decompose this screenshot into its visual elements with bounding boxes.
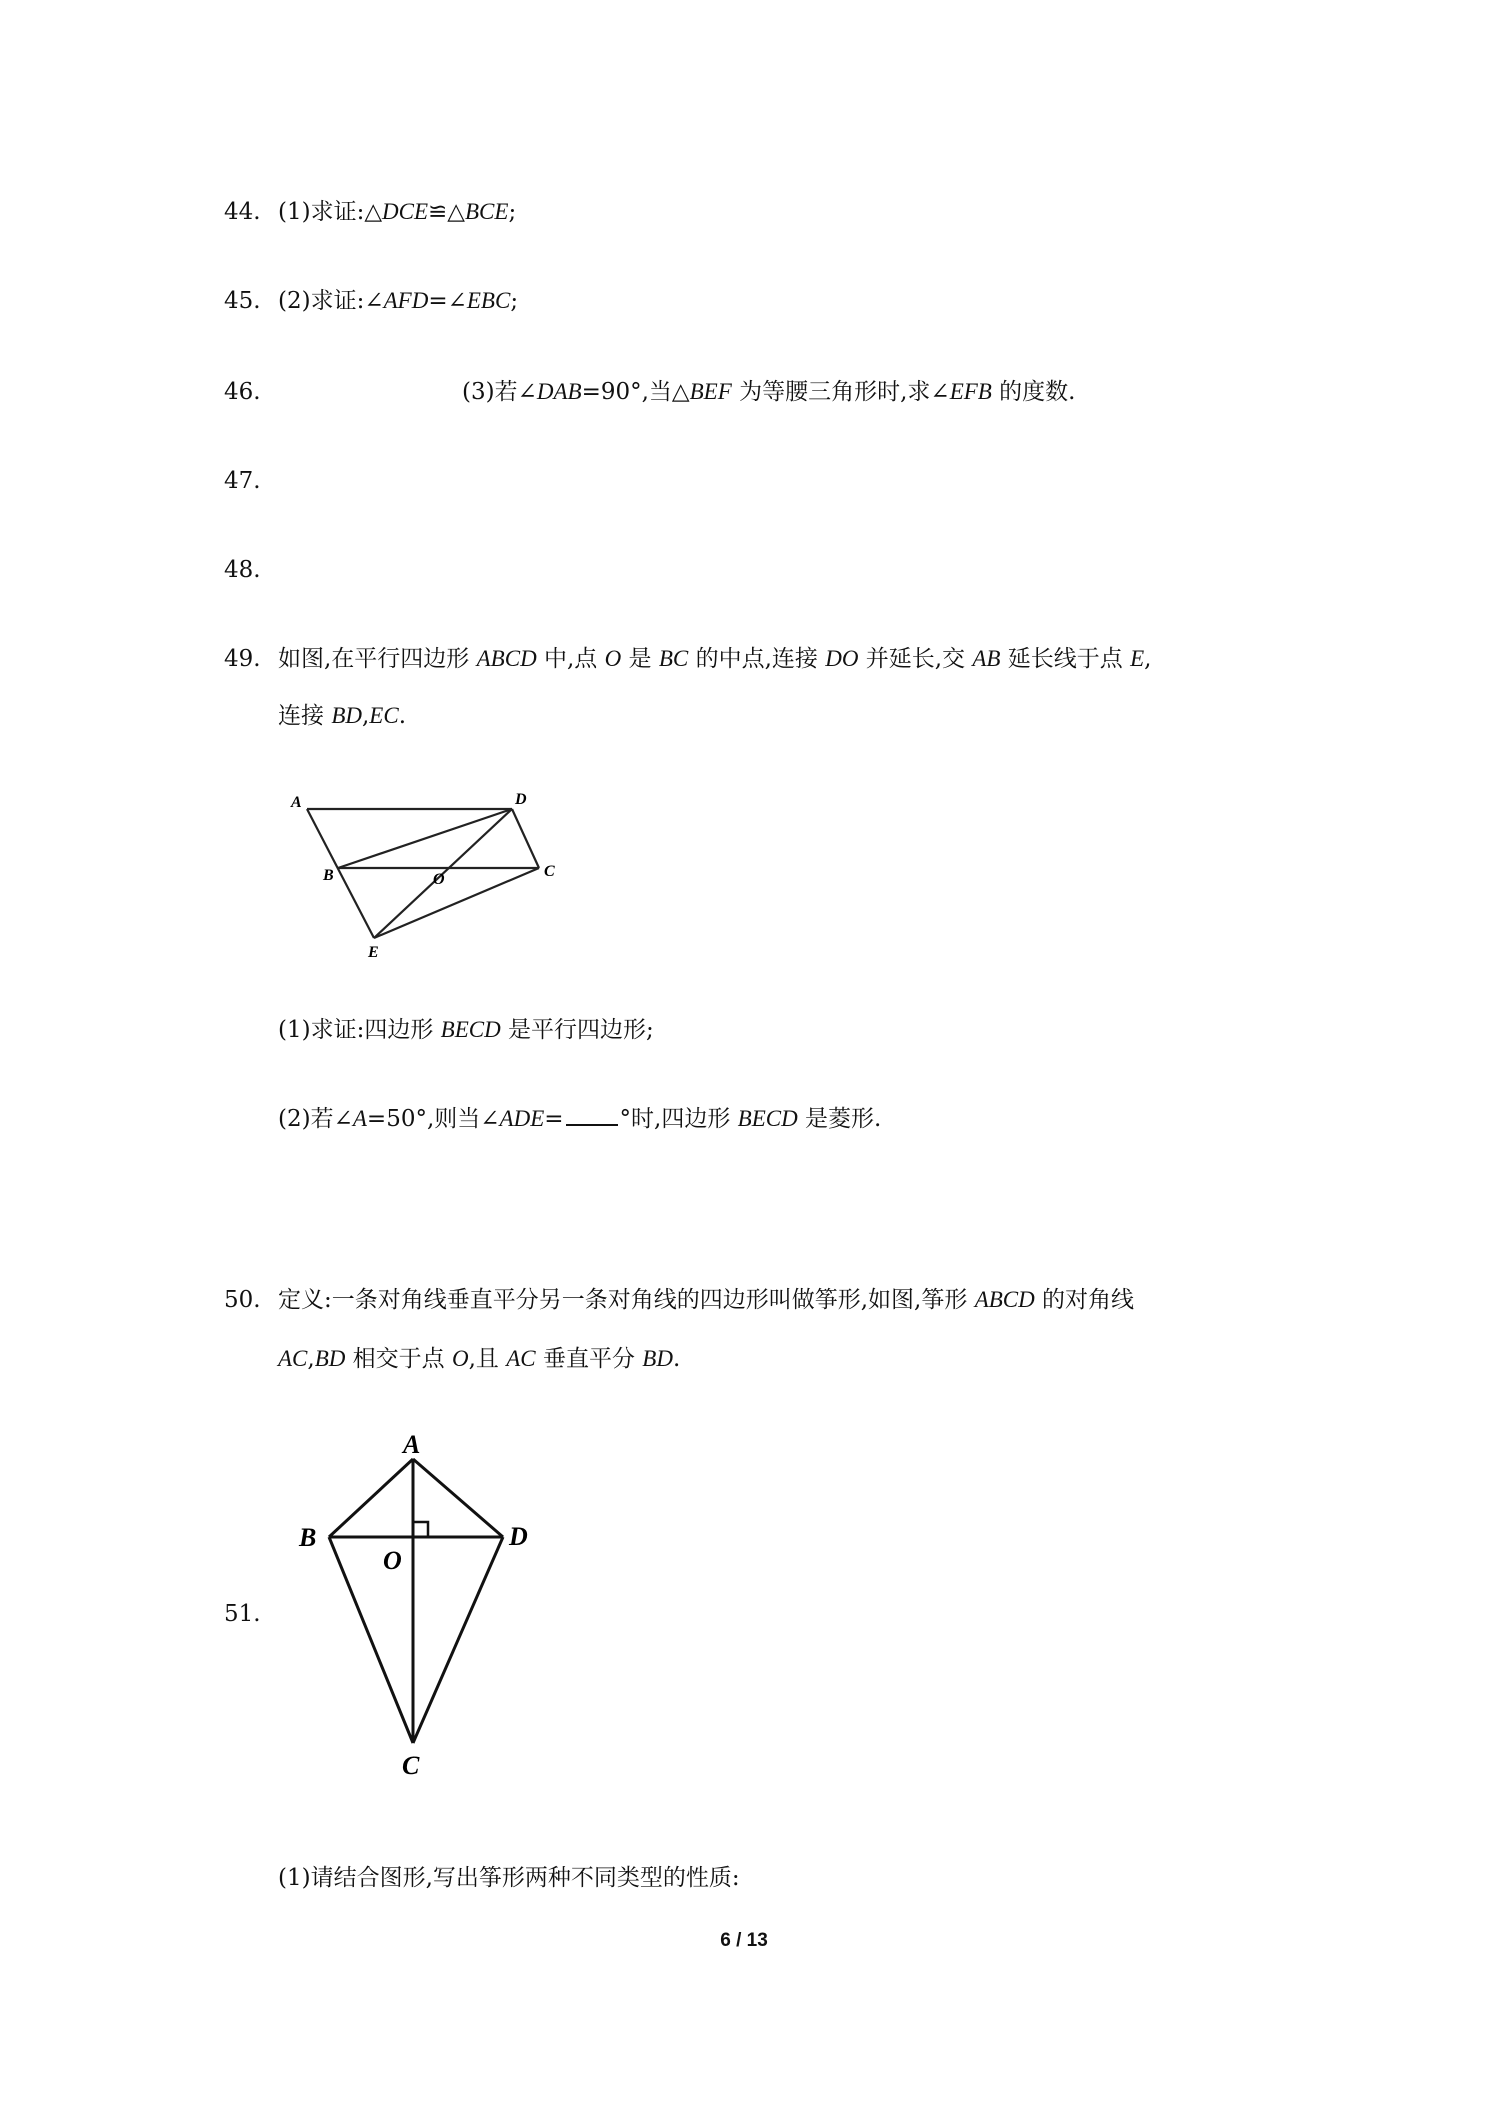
text-run: 是 [621,646,659,672]
question-number-50: 50. [224,1287,261,1313]
answer-blank[interactable] [566,1106,618,1126]
label-C: C [402,1751,420,1780]
math-variable: BC [658,646,689,671]
question-44-text: (1)求证:△DCE≌△BCE; [278,199,517,225]
text-run: 垂直平分 [535,1346,643,1372]
label-D: D [515,791,527,808]
text-run: 是平行四边形; [500,1017,654,1043]
text-run: 如图,在平行四边形 [278,646,477,672]
math-variable: AC [506,1346,536,1371]
text-run: 定义:一条对角线垂直平分另一条对角线的四边形叫做筝形,如图,筝形 [278,1287,975,1313]
text-run: 并延长,交 [858,646,973,672]
segment-DC [413,1537,503,1743]
text-run: 的对角线 [1034,1287,1135,1313]
segment-EC [374,868,539,938]
math-variable: AC [278,1346,308,1371]
right-angle-mark [413,1522,428,1537]
question-number-46: 46. [224,379,261,405]
math-variable: AB [972,646,1001,671]
math-variable: BD [642,1346,673,1371]
label-C: C [544,863,555,880]
question-number-51: 51. [224,1601,261,1627]
parallelogram-figure [285,780,575,960]
math-variable: O [604,646,622,671]
label-O: O [383,1546,402,1575]
segment-BD [338,809,512,868]
math-variable: ABCD [974,1287,1035,1312]
math-variable: E [1130,646,1145,671]
label-O: O [433,871,445,888]
text-run: , [307,1346,315,1372]
question-number-47: 47. [224,468,261,494]
question-49-line-1 [278,643,1151,675]
label-B: B [323,867,334,884]
label-A: A [291,794,302,811]
text-run: 延长线于点 [1000,646,1131,672]
question-number-44: 44. [224,199,261,225]
question-number-45: 45. [224,288,261,314]
question-45-text: (2)求证:∠AFD=∠EBC; [278,288,519,314]
text-run: 中,点 [536,646,605,672]
math-variable: O [452,1346,469,1371]
label-B: B [299,1523,317,1552]
label-E: E [368,944,379,960]
label-D: D [509,1522,528,1551]
question-49-part-2: (2)若∠A=50°,则当∠ADE= °时,四边形 BECD 是菱形. [278,1106,882,1132]
text-run: . [398,703,406,729]
text-run: 连接 [278,703,332,729]
segment-DC [512,809,539,868]
page-number: 6 / 13 [720,1930,768,1951]
segment-AD [413,1459,503,1537]
text-run: 相交于点 [345,1346,452,1372]
math-variable: DO [825,646,859,671]
segment-AB [329,1459,413,1537]
question-49-part-1 [278,1014,654,1046]
text-run: , [1144,646,1152,672]
text-run: (1)求证:四边形 [278,1017,441,1043]
text-run: . [672,1346,681,1372]
question-50-line-1 [278,1284,1134,1316]
question-50-line-2 [278,1343,680,1375]
math-variable: ABCD [476,646,537,671]
kite-figure [285,1425,545,1785]
question-49-line-2 [278,700,406,732]
math-variable: BD [314,1346,346,1371]
label-A: A [403,1430,421,1459]
question-46-text: (3)若∠DAB=90°,当△BEF 为等腰三角形时,求∠EFB 的度数. [462,379,1076,405]
text-run: , [361,703,370,729]
segment-AE [307,809,374,938]
math-variable: BD [331,703,362,728]
question-51-part-1: (1)请结合图形,写出筝形两种不同类型的性质: [278,1865,740,1891]
text-run: 的中点,连接 [688,646,826,672]
math-variable: EC [369,703,399,728]
text-run: ,且 [468,1346,507,1372]
question-number-48: 48. [224,557,261,583]
question-number-49: 49. [224,646,261,672]
math-variable: BECD [440,1017,501,1042]
